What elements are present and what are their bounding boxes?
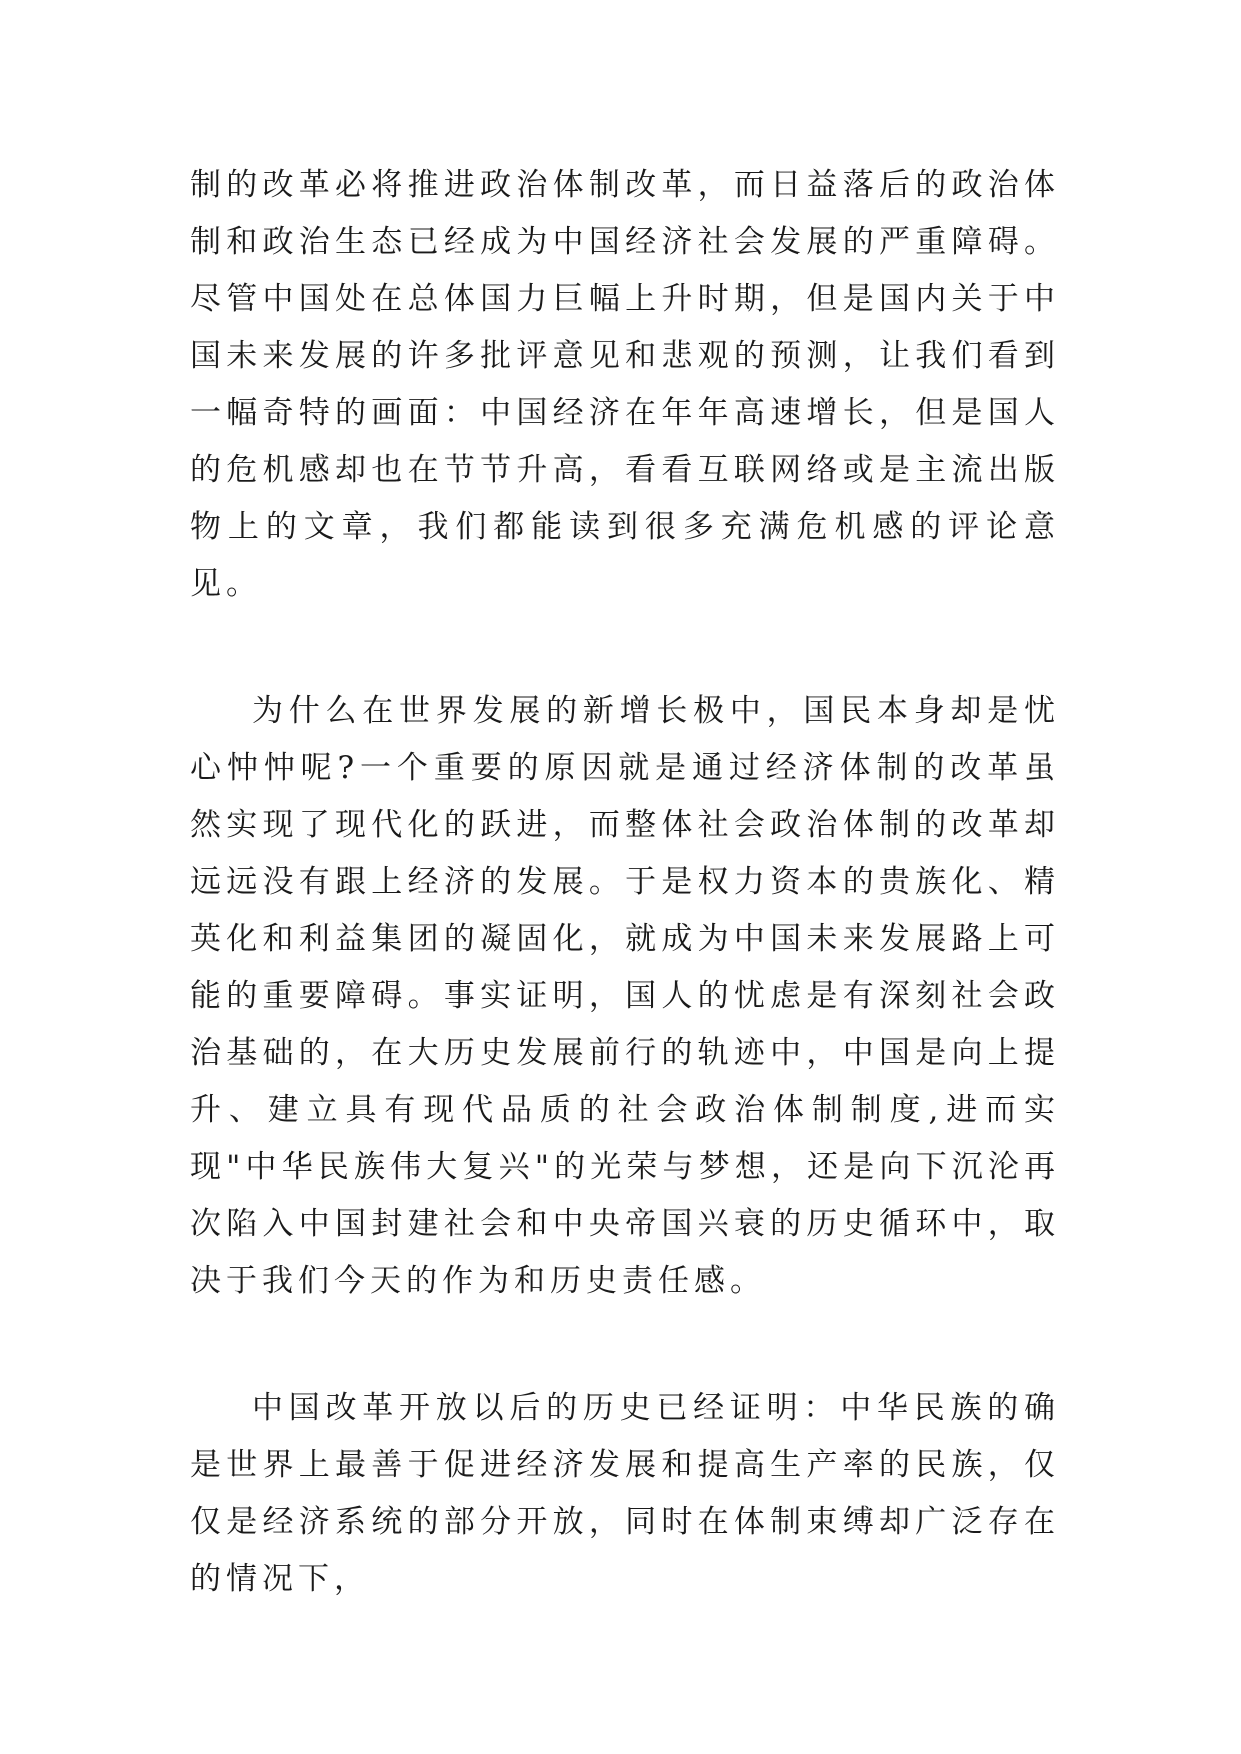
body-paragraph-3: 中国改革开放以后的历史已经证明：中华民族的确是世界上最善于促进经济发展和提高生产率的民族，仅仅是经济系统的部分开放，同时在体制束缚却广泛存在的情况下， — [190, 1390, 1060, 1597]
body-paragraph-2: 为什么在世界发展的新增长极中，国民本身却是忧心忡忡呢?一个重要的原因就是通过经济体制的改革虽然实现了现代化的跃进，而整体社会政治体制的改革却远远没有跟上经济的发展。于是权力资本的贵族化、精英化和利益集团的凝固化，就成为中国未来发展路上可能的重要障碍。事实证明，国人的忧虑是有深刻社会政治基础的，在大历史发展前行的轨迹中，中国是向上提升、建立具有现代品质的社会政治体制制度,进而实现"中华民族伟大复兴"的光荣与梦想，还是向下沉沦再次陷入中国封建社会和中央帝国兴衰的历史循环中，取决于我们今天的作为和历史责任感。 — [190, 693, 1060, 1299]
body-paragraph-1: 制的改革必将推进政治体制改革，而日益落后的政治体制和政治生态已经成为中国经济社会发展的严重障碍。尽管中国处在总体国力巨幅上升时期，但是国内关于中国未来发展的许多批评意见和悲观的预测，让我们看到一幅奇特的画面：中国经济在年年高速增长，但是国人的危机感却也在节节升高，看看互联网络或是主流出版物上的文章，我们都能读到很多充满危机感的评论意见。 — [190, 167, 1060, 602]
